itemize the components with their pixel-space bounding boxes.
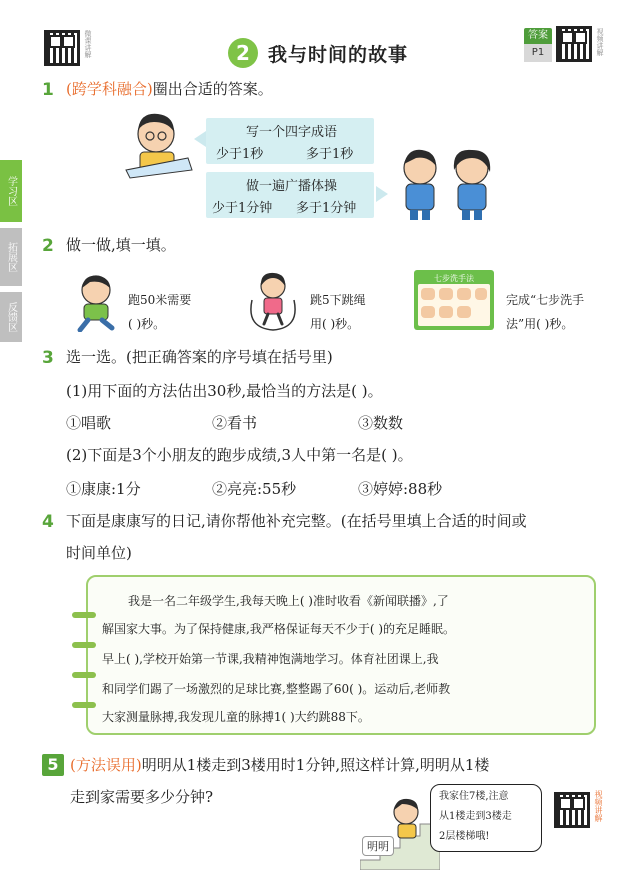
q3-sub2-option1: ①康康:1分 — [66, 480, 141, 498]
q5-tag: (方法误用) — [70, 756, 142, 774]
girl-jumping-rope-illustration — [246, 270, 300, 332]
q5-text: 明明从1楼走到3楼用时1分钟,照这样计算,明明从1楼 — [141, 756, 490, 774]
q1-prompt — [66, 78, 273, 100]
side-tab-study[interactable]: 学习区 — [0, 160, 22, 222]
qr-code-bottom[interactable] — [554, 792, 590, 828]
diary-line-4[interactable]: 和同学们踢了一场激烈的足球比赛,整整踢了60( )。运动后,老师教 — [102, 682, 451, 696]
bubble-line-2: 从1楼走到3楼走 — [439, 811, 512, 822]
q2-item3-line1: 完成“七步洗手 — [506, 293, 585, 307]
diary-line-5[interactable]: 大家测量脉搏,我发现儿童的脉搏1( )大约跳88下。 — [102, 710, 370, 724]
bubble-line-1: 我家住7楼,注意 — [439, 791, 509, 802]
q5-line1 — [70, 754, 489, 776]
q1-card1-title: 写一个四字成语 — [246, 125, 338, 140]
handwashing-poster — [414, 270, 494, 330]
q3-text: 选一选。(把正确答案的序号填在括号里) — [66, 348, 333, 366]
q1-card1-option1[interactable]: 少于1秒 — [216, 147, 264, 162]
q3-sub1[interactable]: (1)用下面的方法估出30秒,最恰当的方法是( )。 — [66, 382, 383, 400]
q1-text: 圈出合适的答案。 — [152, 80, 273, 98]
qr-right-label: 视频讲解 — [596, 28, 604, 56]
q3-sub1-option2: ②看书 — [212, 414, 258, 432]
qr-bottom-label: 视频讲解 — [594, 790, 603, 822]
diary-ring — [72, 612, 96, 618]
kids-exercising-illustration — [398, 146, 498, 222]
q5-number: 5 — [42, 754, 64, 776]
q4-line2: 时间单位) — [66, 544, 132, 562]
diary-line-3[interactable]: 早上( ),学校开始第一节课,我精神饱满地学习。体育社团课上,我 — [102, 652, 439, 666]
poster-title: 七步洗手法 — [434, 274, 474, 283]
qr-code-right[interactable] — [556, 26, 592, 62]
q3-sub2-option3: ③婷婷:88秒 — [358, 480, 443, 498]
q2-item1-line2[interactable]: ( )秒。 — [128, 317, 166, 331]
qr-code-left[interactable] — [44, 30, 80, 66]
mingming-name-tag: 明明 — [362, 836, 394, 856]
q1-card1-option2[interactable]: 多于1秒 — [306, 147, 354, 162]
stairs-illustration — [360, 790, 440, 870]
q1-card-exercise — [206, 172, 374, 218]
side-tab-feedback[interactable]: 反馈区 — [0, 292, 22, 342]
boy-running-illustration — [70, 272, 124, 332]
q1-card2-option2[interactable]: 多于1分钟 — [296, 201, 357, 216]
q3-sub1-option3: ③数数 — [358, 414, 404, 432]
q1-card2-option1[interactable]: 少于1分钟 — [212, 201, 273, 216]
q1-card2-title: 做一遍广播体操 — [246, 179, 338, 194]
q1-arrow-right — [376, 186, 388, 202]
diary-line-2[interactable]: 解国家大事。为了保持健康,我严格保证每天不少于( )的充足睡眠。 — [102, 622, 455, 636]
boy-writing-illustration — [124, 108, 194, 180]
answer-badge[interactable] — [524, 28, 552, 64]
diary-ring — [72, 702, 96, 708]
answer-page: P1 — [524, 44, 552, 62]
q4-number: 4 — [42, 512, 54, 532]
bubble-line-3: 2层楼梯哦! — [439, 831, 490, 842]
q4-line1: 下面是康康写的日记,请你帮他补充完整。(在括号里填上合适的时间或 — [66, 512, 527, 530]
q2-item2-line2[interactable]: 用( )秒。 — [310, 317, 360, 331]
diary-ring — [72, 642, 96, 648]
q5-line2: 走到家需要多少分钟? — [70, 788, 214, 806]
q1-tag: (跨学科融合) — [66, 80, 153, 98]
q3-sub1-option1: ①唱歌 — [66, 414, 112, 432]
q2-text: 做一做,填一填。 — [66, 236, 176, 254]
chapter-title: 我与时间的故事 — [268, 44, 409, 66]
side-tab-extend[interactable]: 拓展区 — [0, 228, 22, 286]
qr-left-label: 微课讲解 — [84, 30, 92, 58]
q2-item1-line1: 跑50米需要 — [128, 293, 192, 307]
speech-bubble — [430, 784, 542, 852]
q3-sub2-option2: ②亮亮:55秒 — [212, 480, 297, 498]
q2-item3-line2[interactable]: 法”用( )秒。 — [506, 317, 574, 331]
q2-item2-line1: 跳5下跳绳 — [310, 293, 366, 307]
q2-number: 2 — [42, 236, 54, 256]
q1-arrow-left — [194, 131, 206, 147]
chapter-number: 2 — [228, 38, 258, 68]
poster-steps — [418, 284, 490, 326]
q1-card-idiom — [206, 118, 374, 164]
diary-box — [86, 575, 596, 735]
q3-number: 3 — [42, 348, 54, 368]
diary-ring — [72, 672, 96, 678]
q3-sub2[interactable]: (2)下面是3个小朋友的跑步成绩,3人中第一名是( )。 — [66, 446, 413, 464]
diary-line-1[interactable]: 我是一名二年级学生,我每天晚上( )准时收看《新闻联播》,了 — [128, 594, 449, 608]
answer-label: 答案 — [524, 28, 552, 44]
q1-number: 1 — [42, 80, 54, 100]
